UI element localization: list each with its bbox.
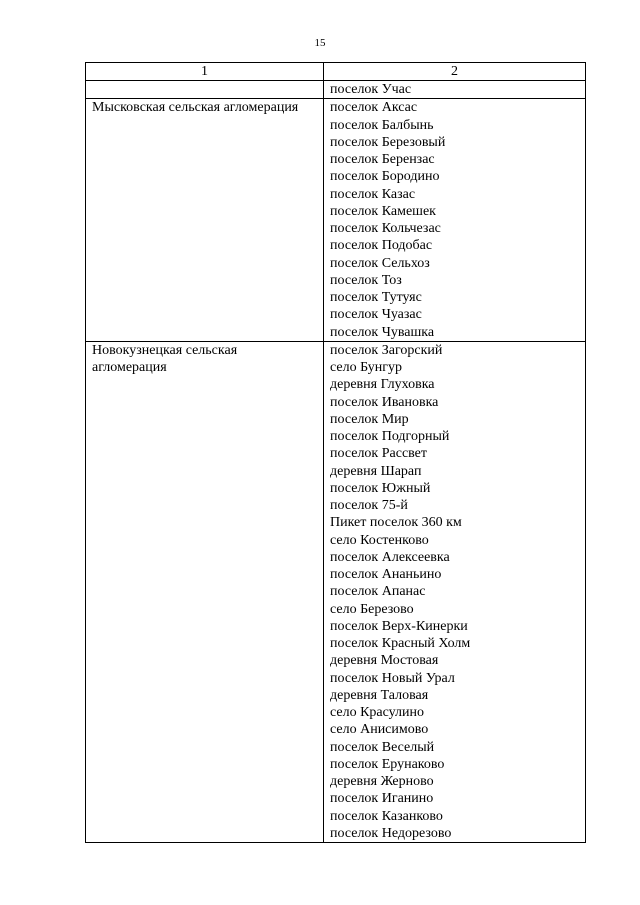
settlement-item: поселок Мир [330,411,409,427]
column-header-2: 2 [324,63,586,81]
settlement-item: поселок Ананьино [330,567,442,582]
settlement-item: поселок Казас [330,186,416,202]
header-row [86,63,586,81]
agglomeration-name: Мысковская сельская агломерация [92,100,299,116]
settlement-item: поселок Верх-Кинерки [330,618,468,634]
settlement-item: поселок Подобас [330,238,433,254]
settlement-item: поселок 75-й [330,498,408,513]
settlement-item: село Бунгур [330,360,403,375]
settlement-item: поселок Казанково [330,808,443,824]
settlement-item: поселок Учас [330,82,412,97]
agglomeration-name-cell [86,81,324,99]
table-row [86,81,586,99]
settlement-item: поселок Сельхоз [330,255,430,271]
settlements-cell [324,81,586,99]
table-row [86,99,586,342]
settlement-item: село Костенково [330,532,429,548]
settlement-item: Пикет поселок 360 км [330,515,462,531]
agglomeration-name-cell [86,341,324,842]
settlement-item: поселок Южный [330,480,431,496]
settlement-item: село Анисимово [330,722,429,738]
settlement-item: поселок Бородино [330,169,440,185]
agglomeration-name-line: Новокузнецкая сельская [92,342,238,358]
settlement-item: поселок Балбынь [330,117,434,133]
settlement-item: поселок Тутуяс [330,290,422,305]
settlement-item: поселок Кольчезас [330,221,441,236]
settlement-item: поселок Красный Холм [330,636,471,651]
settlement-item: поселок Ерунаково [330,756,445,772]
settlement-item: поселок Чуазас [330,307,422,323]
settlement-item: село Красулино [330,705,425,720]
settlements-cell [324,341,586,842]
settlement-item: поселок Берензас [330,152,435,167]
settlement-item: поселок Недорезово [330,825,452,841]
settlement-item: поселок Веселый [330,739,435,755]
settlement-item: деревня Шарап [330,463,422,479]
settlement-item: поселок Рассвет [330,446,428,462]
settlement-item: поселок Алексеевка [330,549,450,565]
settlement-item: поселок Иганино [330,791,434,807]
settlement-item: деревня Глуховка [330,377,435,393]
page-number: 15 [314,37,326,49]
settlement-item: поселок Чувашка [330,324,435,340]
settlement-item: поселок Тоз [330,272,402,288]
settlement-item: село Березово [330,601,414,617]
settlement-item: поселок Новый Урал [330,670,455,686]
settlement-item: поселок Ивановка [330,394,439,410]
settlement-item: деревня Таловая [330,687,429,703]
settlement-item: поселок Апанас [330,584,426,600]
settlement-item: деревня Мостовая [330,653,439,669]
settlements-cell [324,99,586,342]
settlement-item: поселок Загорский [330,342,443,358]
agglomeration-name-cell [86,99,324,342]
table-row [86,341,586,842]
settlement-item: поселок Аксас [330,100,418,116]
column-header-1: 1 [86,63,324,81]
settlement-item: поселок Камешек [330,203,436,219]
settlements-table [85,62,586,843]
agglomeration-name-line: агломерация [92,360,167,375]
settlement-item: поселок Подгорный [330,429,450,444]
settlement-item: деревня Жерново [330,774,434,789]
settlement-item: поселок Березовый [330,134,446,150]
